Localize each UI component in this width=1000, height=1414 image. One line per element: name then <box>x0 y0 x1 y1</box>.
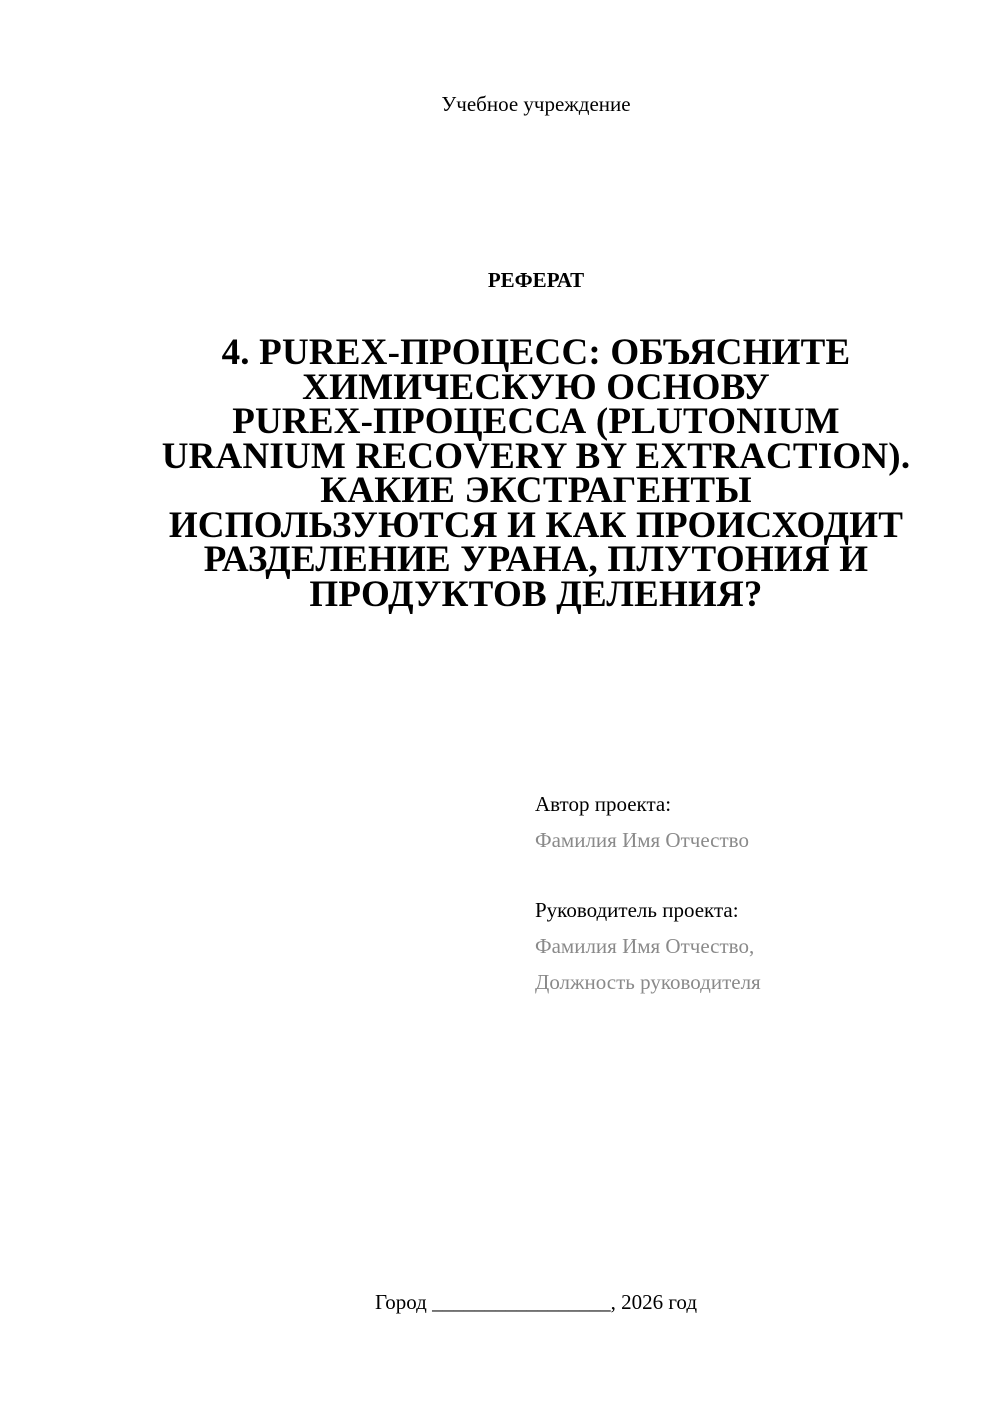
title-line: 4. PUREX-ПРОЦЕСС: ОБЪЯСНИТЕ <box>221 332 851 373</box>
document-title <box>115 332 957 615</box>
supervisor-block <box>535 892 761 1000</box>
author-block <box>535 786 749 858</box>
supervisor-name: Фамилия Имя Отчество, <box>535 934 755 958</box>
title-line: КАКИЕ ЭКСТРАГЕНТЫ <box>320 470 752 511</box>
institution-name: Учебное учреждение <box>441 92 631 116</box>
title-line: URANIUM RECOVERY BY EXTRACTION). <box>161 435 911 477</box>
title-line: ИСПОЛЬЗУЮТСЯ И КАК ПРОИСХОДИТ <box>168 504 904 546</box>
author-label: Автор проекта: <box>535 792 672 816</box>
title-line: РАЗДЕЛЕНИЕ УРАНА, ПЛУТОНИЯ И <box>203 539 869 580</box>
document-type-label: РЕФЕРАТ <box>487 268 585 292</box>
title-line: ХИМИЧЕСКУЮ ОСНОВУ <box>302 366 770 408</box>
city-year-footer: Город _________________, 2026 год <box>374 1290 698 1314</box>
author-name: Фамилия Имя Отчество <box>535 828 749 852</box>
title-line: PUREX-ПРОЦЕССА (PLUTONIUM <box>232 401 840 442</box>
supervisor-position: Должность руководителя <box>535 970 761 994</box>
supervisor-label: Руководитель проекта: <box>535 898 739 922</box>
title-line: ПРОДУКТОВ ДЕЛЕНИЯ? <box>309 573 763 615</box>
